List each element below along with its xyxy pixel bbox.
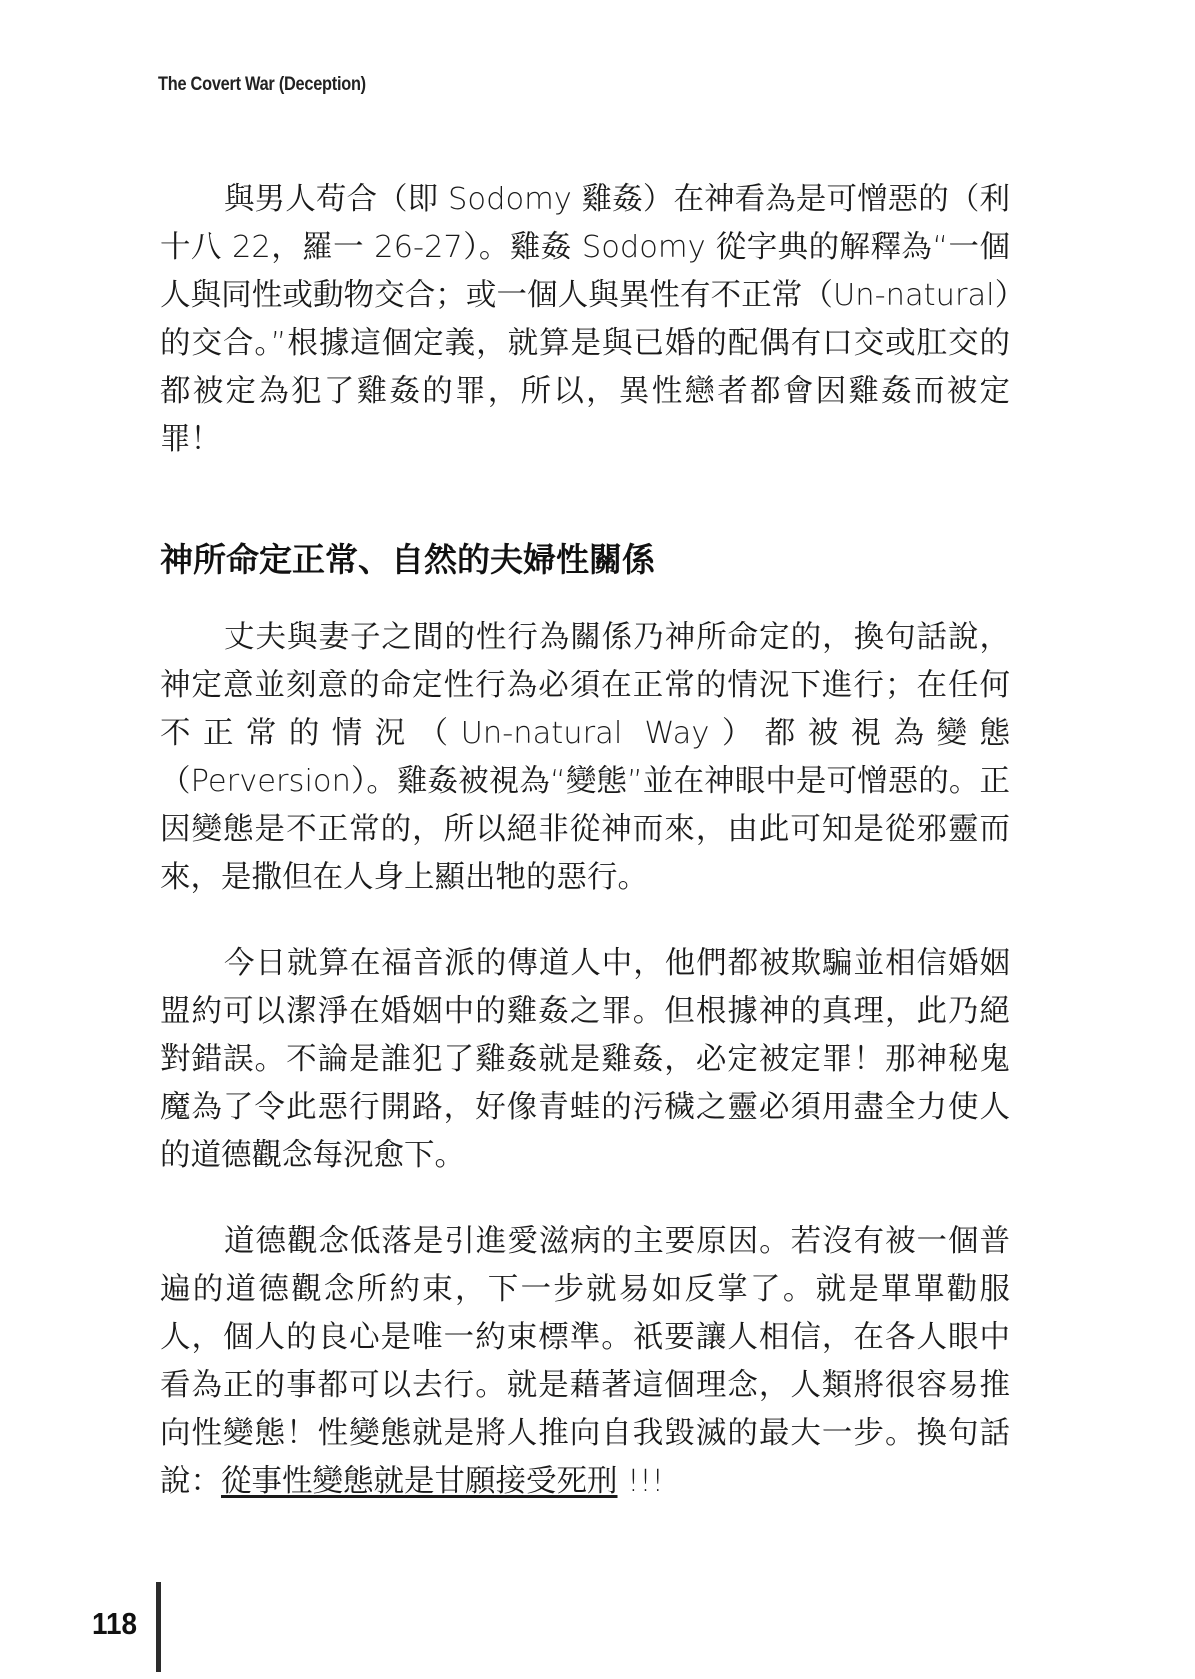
section-heading: 神所命定正常、自然的夫婦性關係 <box>160 540 655 579</box>
body-paragraph: 今日就算在福音派的傳道人中，他們都被欺騙並相信婚姻盟約可以潔淨在婚姻中的雞姦之罪。但根據神的真理，此乃絕對錯誤。不論是誰犯了雞姦就是雞姦，必定被定罪！那神秘鬼魔為了令此惡行開路，好像青蛙的污穢之靈必須用盡全力使人的道德觀念每況愈下。 <box>160 946 1010 1173</box>
page-body <box>160 176 1010 1506</box>
body-paragraph: 丈夫與妻子之間的性行為關係乃神所命定的，換句話說，神定意並刻意的命定性行為必須在正常的情況下進行；在任何不正常的情況（Un-natural Way）都被視為變態（Perversion）。雞姦被視為“變態”並在神眼中是可憎惡的。正因變態是不正常的，所以絕非從神而來，由此可知是從邪靈而來，是撒但在人身上顯出牠的惡行。 <box>160 620 1010 895</box>
body-paragraph-final <box>160 1218 1010 1506</box>
running-header: The Covert War (Deception) <box>158 74 366 95</box>
page-number-rule <box>156 1582 161 1672</box>
underlined-emphasis: 從事性變態就是甘願接受死刑 <box>221 1464 618 1499</box>
page-number: 118 <box>92 1606 138 1641</box>
paragraph-ending: !!! <box>617 1464 664 1499</box>
paragraph-text: 道德觀念低落是引進愛滋病的主要原因。若沒有被一個普遍的道德觀念所約束，下一步就易如反掌了。就是單單勸服人，個人的良心是唯一約束標準。祇要讓人相信，在各人眼中看為正的事都可以去行。就是藉著這個理念，人類將很容易推向性變態！性變態就是將人推向自我毀滅的最大一步。換句話說： <box>160 1224 1010 1499</box>
body-paragraph: 與男人苟合（即 Sodomy 雞姦）在神看為是可憎惡的（利十八 22，羅一 26-27）。雞姦 Sodomy 從字典的解釋為“一個人與同性或動物交合；或一個人與異性有不正常（Un-natural）的交合。”根據這個定義，就算是與已婚的配偶有口交或肛交的都被定為犯了雞姦的罪，所以，異性戀者都會因雞姦而被定罪！ <box>160 182 1010 457</box>
